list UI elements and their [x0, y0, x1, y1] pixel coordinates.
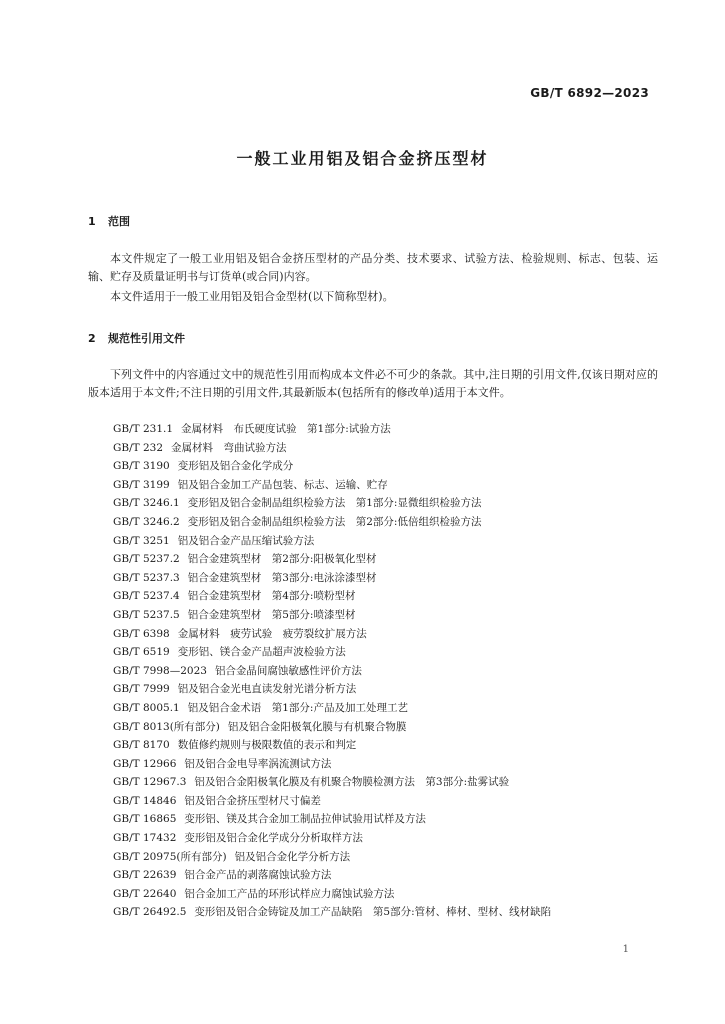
reference-title: 铝合金建筑型材 第4部分:喷粉型材	[187, 590, 356, 603]
reference-title: 金属材料 疲劳试验 疲劳裂纹扩展方法	[177, 627, 367, 640]
reference-item	[113, 662, 673, 681]
reference-item	[113, 773, 673, 792]
reference-code: GB/T 231.1	[113, 423, 174, 435]
reference-title: 金属材料 弯曲试验方法	[171, 441, 287, 454]
reference-code: GB/T 20975(所有部分)	[113, 850, 227, 863]
reference-code: GB/T 5237.4	[113, 590, 180, 603]
reference-item	[113, 903, 673, 922]
reference-item	[113, 829, 673, 848]
reference-title: 变形铝及铝合金铸锭及加工产品缺陷 第5部分:管材、棒材、型材、线材缺陷	[194, 906, 552, 919]
reference-item	[113, 866, 673, 885]
reference-title: 铝及铝合金光电直读发射光谱分析方法	[177, 683, 357, 696]
reference-item	[113, 457, 673, 476]
reference-item	[113, 699, 673, 718]
reference-title: 铝合金建筑型材 第2部分:阳极氧化型材	[187, 553, 377, 566]
reference-item	[113, 736, 673, 755]
document-title: 一般工业用铝及铝合金挤压型材	[236, 149, 489, 168]
reference-title: 变形铝、镁合金产品超声波检验方法	[177, 646, 346, 659]
reference-item	[113, 810, 673, 829]
reference-title: 铝及铝合金产品压缩试验方法	[177, 534, 315, 547]
references-intro-paragraph: 下列文件中的内容通过文中的规范性引用而构成本文件必不可少的条款。其中,注日期的引用文件,仅该日期对应的版本适用于本文件;不注日期的引用文件,其最新版本(包括所有的修改单)适用于本文件。	[88, 368, 658, 399]
reference-code: GB/T 3190	[113, 460, 170, 473]
reference-code: GB/T 26492.5	[113, 906, 187, 919]
reference-code: GB/T 6398	[113, 627, 170, 640]
reference-item	[113, 755, 673, 774]
reference-title: 铝合金产品的剥落腐蚀试验方法	[184, 869, 332, 882]
reference-code: GB/T 14846	[113, 794, 177, 807]
reference-item	[113, 643, 673, 662]
reference-code: GB/T 5237.3	[113, 571, 180, 584]
reference-code: GB/T 8170	[113, 739, 170, 752]
reference-code: GB/T 232	[113, 441, 164, 454]
reference-code: GB/T 12966	[113, 757, 177, 770]
reference-code: GB/T 17432	[113, 832, 177, 845]
reference-item	[113, 476, 673, 495]
reference-code: GB/T 22640	[113, 887, 177, 900]
reference-title: 变形铝及铝合金化学成分	[177, 460, 294, 473]
reference-item	[113, 680, 673, 699]
reference-item	[113, 885, 673, 904]
reference-title: 数值修约规则与极限数值的表示和判定	[177, 739, 357, 752]
section-heading-normative-references	[88, 330, 185, 346]
reference-code: GB/T 8013(所有部分)	[113, 720, 220, 733]
reference-title: 铝合金建筑型材 第3部分:电泳涂漆型材	[187, 571, 377, 584]
reference-code: GB/T 3246.2	[113, 515, 180, 528]
reference-title: 铝及铝合金化学分析方法	[234, 850, 351, 863]
section-title: 范围	[108, 215, 130, 228]
section-number: 2	[88, 332, 96, 345]
reference-title: 变形铝及铝合金制品组织检验方法 第1部分:显微组织检验方法	[187, 497, 482, 510]
reference-code: GB/T 7999	[113, 683, 170, 696]
reference-code: GB/T 3251	[113, 534, 170, 547]
reference-item	[113, 606, 673, 625]
reference-title: 变形铝、镁及其合金加工制品拉伸试验用试样及方法	[184, 813, 426, 826]
section-heading-scope	[88, 213, 130, 229]
reference-list	[113, 420, 673, 922]
reference-code: GB/T 5237.2	[113, 553, 180, 566]
reference-item	[113, 569, 673, 588]
reference-title: 变形铝及铝合金化学成分分析取样方法	[184, 832, 363, 845]
reference-code: GB/T 3246.1	[113, 497, 180, 510]
reference-item	[113, 439, 673, 458]
reference-title: 铝合金加工产品的环形试样应力腐蚀试验方法	[184, 887, 395, 900]
reference-item	[113, 532, 673, 551]
reference-code: GB/T 12967.3	[113, 776, 187, 789]
reference-title: 铝及铝合金加工产品包装、标志、运输、贮存	[177, 478, 388, 491]
reference-title: 金属材料 布氏硬度试验 第1部分:试验方法	[181, 423, 391, 435]
reference-item	[113, 420, 673, 439]
reference-code: GB/T 22639	[113, 869, 177, 882]
reference-title: 铝及铝合金术语 第1部分:产品及加工处理工艺	[187, 701, 408, 714]
page-number: 1	[622, 944, 629, 955]
reference-code: GB/T 3199	[113, 478, 170, 491]
section-number: 1	[88, 215, 96, 228]
reference-title: 变形铝及铝合金制品组织检验方法 第2部分:低倍组织检验方法	[187, 515, 482, 528]
reference-title: 铝合金建筑型材 第5部分:喷漆型材	[187, 608, 356, 621]
reference-code: GB/T 5237.5	[113, 608, 180, 621]
reference-title: 铝及铝合金阳极氧化膜及有机聚合物膜检测方法 第3部分:盐雾试验	[194, 776, 510, 789]
standard-code: GB/T 6892—2023	[530, 86, 649, 100]
reference-item	[113, 625, 673, 644]
reference-item	[113, 550, 673, 569]
reference-item	[113, 718, 673, 737]
reference-title: 铝合金晶间腐蚀敏感性评价方法	[214, 664, 362, 677]
reference-item	[113, 848, 673, 867]
reference-title: 铝及铝合金电导率涡流测试方法	[184, 757, 332, 770]
reference-item	[113, 587, 673, 606]
reference-code: GB/T 6519	[113, 646, 170, 659]
scope-paragraph-2: 本文件适用于一般工业用铝及铝合金型材(以下简称型材)。	[110, 290, 394, 303]
reference-code: GB/T 16865	[113, 813, 177, 826]
reference-title: 铝及铝合金阳极氧化膜与有机聚合物膜	[227, 720, 407, 733]
reference-title: 铝及铝合金挤压型材尺寸偏差	[184, 794, 321, 807]
reference-item	[113, 494, 673, 513]
reference-code: GB/T 8005.1	[113, 701, 180, 714]
section-title: 规范性引用文件	[108, 332, 185, 345]
reference-item	[113, 513, 673, 532]
reference-item	[113, 792, 673, 811]
scope-paragraph-1: 本文件规定了一般工业用铝及铝合金挤压型材的产品分类、技术要求、试验方法、检验规则、标志、包装、运输、贮存及质量证明书与订货单(或合同)内容。	[88, 252, 658, 283]
reference-code: GB/T 7998—2023	[113, 664, 207, 677]
